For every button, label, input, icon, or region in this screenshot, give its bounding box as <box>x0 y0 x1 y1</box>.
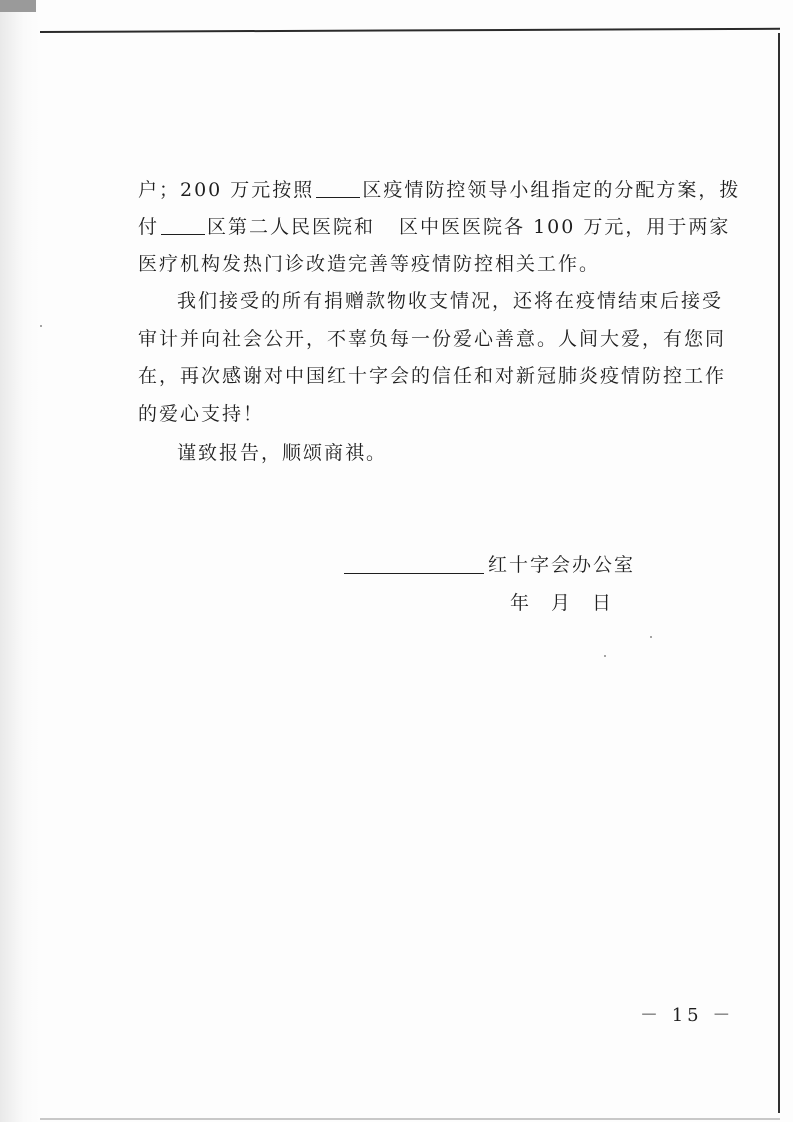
body-line-4: 我们接受的所有捐赠款物收支情况，还将在疫情结束后接受 <box>177 290 724 312</box>
scan-edge-top <box>40 28 780 33</box>
signature-blank-line <box>344 573 484 574</box>
scan-shadow-left <box>0 0 40 1122</box>
body-line-2 <box>138 215 730 239</box>
fill-in-blank <box>316 179 360 198</box>
date-year: 年 <box>510 592 530 614</box>
date-month: 月 <box>551 592 571 614</box>
page-number: － 15 － <box>640 1005 735 1026</box>
scan-speck <box>604 655 606 657</box>
scan-corner-mark <box>0 0 36 12</box>
fill-in-blank <box>161 216 205 235</box>
text-segment: 区中医医院各 100 万元，用于两家 <box>399 216 731 238</box>
scan-speck <box>40 325 42 327</box>
text-segment: 付 <box>138 216 160 238</box>
text-segment: 区疫情防控领导小组指定的分配方案，拨 <box>362 179 741 201</box>
date-day: 日 <box>592 592 612 614</box>
body-line-7: 的爱心支持！ <box>138 403 265 425</box>
signature-date <box>510 591 611 615</box>
text-segment: 户；200 万元按照 <box>138 179 315 201</box>
body-line-6: 在，再次感谢对中国红十字会的信任和对新冠肺炎疫情防控工作 <box>138 365 727 387</box>
body-line-3: 医疗机构发热门诊改造完善等疫情防控相关工作。 <box>138 253 601 275</box>
body-line-5: 审计并向社会公开，不辜负每一份爱心善意。人间大爱，有您同 <box>138 328 727 350</box>
signing-organization: 红十字会办公室 <box>488 554 636 576</box>
scan-edge-right <box>778 33 780 1113</box>
text-segment: 区第二人民医院和 <box>207 216 376 238</box>
body-line-1 <box>138 178 740 202</box>
closing-line: 谨致报告，顺颂商祺。 <box>177 442 388 464</box>
scan-speck <box>650 636 652 638</box>
scan-edge-bottom <box>40 1118 780 1120</box>
